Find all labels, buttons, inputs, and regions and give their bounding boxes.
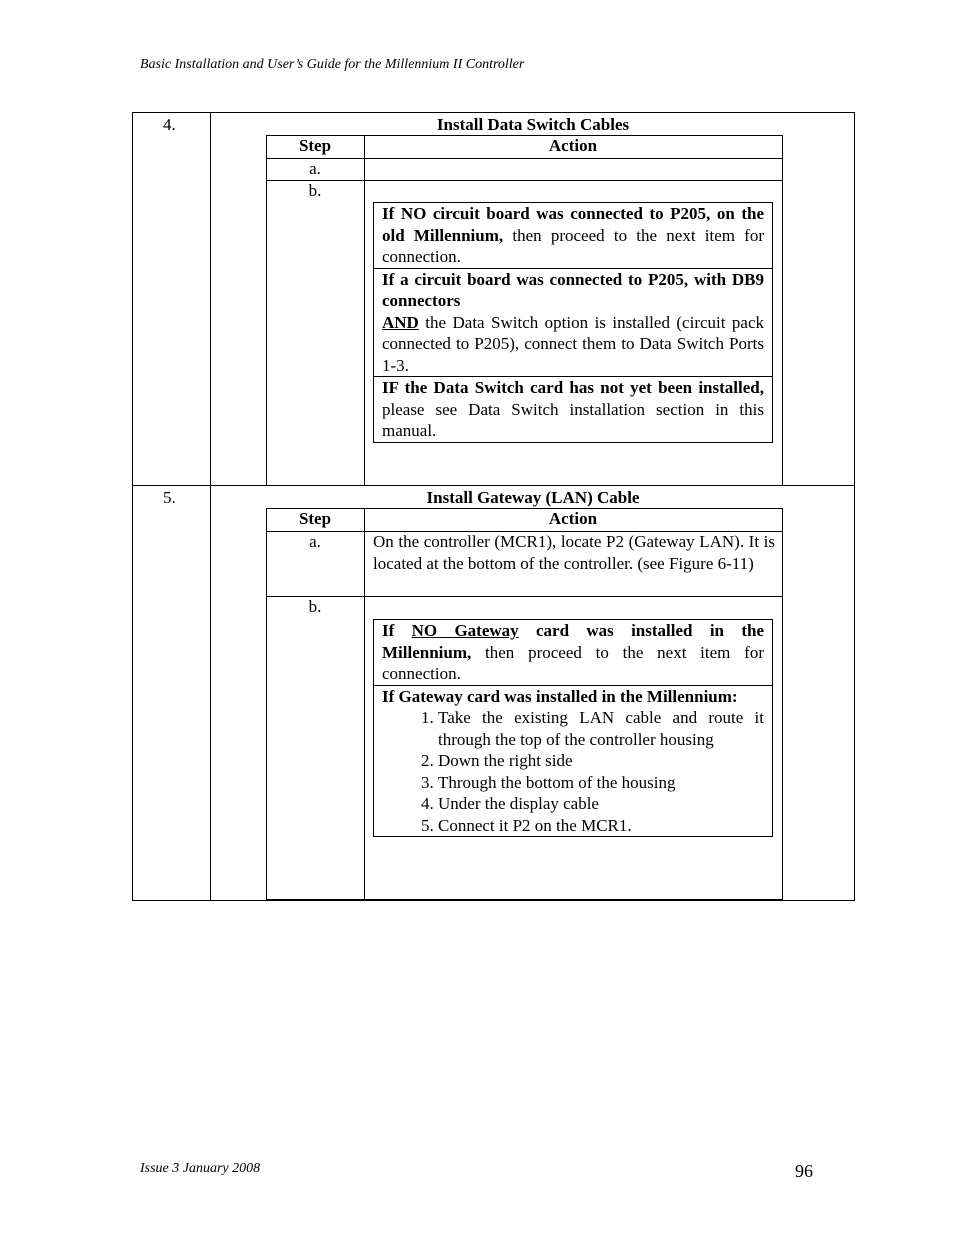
row-number: 4. [163, 115, 176, 134]
list-item: 2. Down the right side [438, 750, 764, 772]
row-4-install-data-switch-cables [132, 112, 855, 486]
condition-box [373, 202, 773, 443]
step-action: On the controller (MCR1), locate P2 (Gateway LAN). It is located at the bottom of the controller. (see Figure 6-11) [373, 532, 775, 573]
condition-box [373, 619, 773, 837]
list-item: 3. Through the bottom of the housing [438, 772, 764, 794]
row-title: Install Data Switch Cables [436, 115, 630, 134]
row-5-install-gateway-lan-cable [132, 485, 855, 901]
page-header: Basic Installation and User’s Guide for the Millennium II Controller [140, 57, 525, 72]
condition-circuit-board-db9: If a circuit board was connected to P205, with DB9 connectors AND the Data Switch option is installed (circuit pack connected to P205), connect them to Data Switch Ports 1-3. [374, 268, 772, 377]
step-label: b. [308, 181, 322, 200]
step-label: a. [309, 532, 321, 551]
condition-no-gateway: If NO Gateway card was installed in the Millennium, then proceed to the next item for connection. [382, 621, 764, 683]
row-title: Install Gateway (LAN) Cable [426, 488, 640, 507]
row-number: 5. [163, 488, 176, 507]
step-label: b. [308, 597, 322, 616]
step-header: Step [298, 509, 332, 528]
step-header: Step [298, 136, 332, 155]
page-number: 96 [795, 1161, 813, 1181]
list-item: 1. Take the existing LAN cable and route it through the top of the controller housing [438, 707, 764, 750]
condition-data-switch-not-installed: IF the Data Switch card has not yet been installed, please see Data Switch installation section in this manual. [374, 376, 772, 442]
list-item: 5. Connect it P2 on the MCR1. [438, 815, 764, 837]
gateway-routing-list [382, 707, 764, 836]
step-label: a. [309, 159, 321, 178]
footer-issue: Issue 3 January 2008 [140, 1161, 261, 1176]
condition-no-circuit-board: If NO circuit board was connected to P205, on the old Millennium, then proceed to the next item for connection. [382, 204, 764, 266]
action-header: Action [548, 136, 598, 155]
list-item: 4. Under the display cable [438, 793, 764, 815]
condition-gateway-installed: If Gateway card was installed in the Millennium: 1. Take the existing LAN cable and route it through the top of the controller housing 2. Down the right side 3. Through the bottom of the housing 4. Under the display cable 5. Connect it P2 on the MCR1. [374, 685, 772, 837]
action-header: Action [548, 509, 598, 528]
